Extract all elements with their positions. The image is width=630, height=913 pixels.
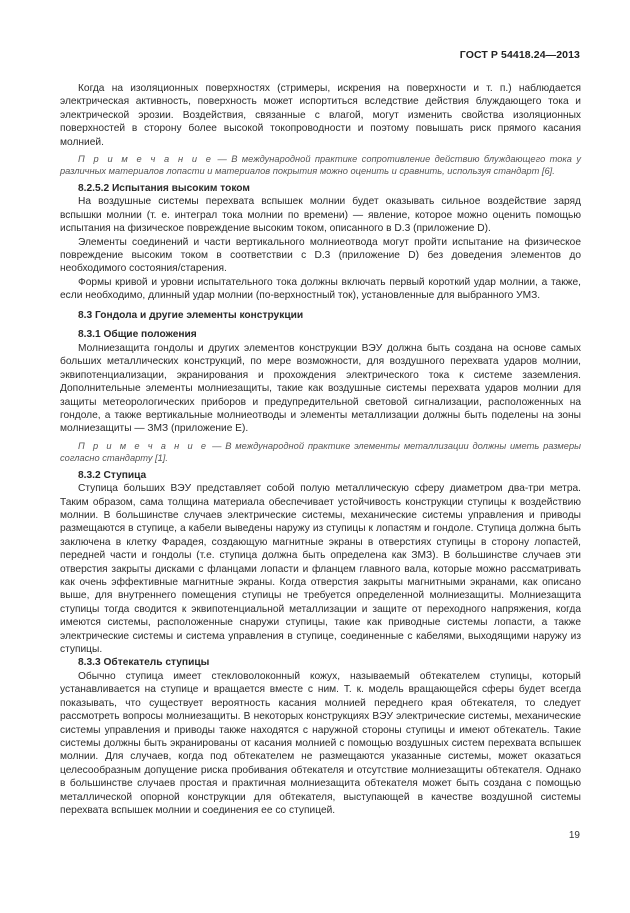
paragraph-high-current-charge: На воздушные системы перехвата вспышек молнии будет оказывать сильное воздействие заряд вспышки молнии (т. е. интеграл тока молнии по времени) — явление, которое можно оценить помощью испытания на физическое повреждение высоким током, описанного в D.3 (приложение D). xyxy=(60,196,581,235)
section-heading-8-3-3: 8.3.3 Обтекатель ступицы xyxy=(78,657,210,669)
paragraph-nacelle-protection: Молниезащита гондолы и других элементов конструкции ВЭУ должна быть создана на основе самых больших металлических конструкций, по мере возможности, для воздушного перехвата ударов молнии, эквипотенциализации, экранирования и прохождения электрического тока к системе заземления. Дополнительные элементы молниезащиты, такие как воздушные системы перехвата ударов молнии для защиты метеорологических приборов и предупредительной световой сигнализации, расположенных на гондоле, а также вертикальные молниеотводы и элементы металлизации должны быть поделены на зоны молниезащиты — ЗМЗ (приложение Е). xyxy=(60,342,581,435)
paragraph-surface-erosion: Когда на изоляционных поверхностях (стримеры, искрения на поверхности и т. п.) наблюдается электрическая активность, поверхность может испортиться вследствие действия блуждающего тока и электрической эрозии. Воздействия, связанные с влагой, могут изменить свойства изоляционных поверхностей в сторону более высокой токопроводности и поэтому повышать риск прямого касания молнией. xyxy=(60,83,581,148)
note-label: П р и м е ч а н и е xyxy=(78,154,214,165)
section-heading-8-2-5-2: 8.2.5.2 Испытания высоким током xyxy=(78,182,250,194)
note-stray-current xyxy=(60,153,581,178)
document-body xyxy=(60,82,581,817)
paragraph-spinner: Обычно ступица имеет стекловолоконный кожух, называемый обтекателем ступицы, который устанавливается на ступице и вращается вместе с ним. Т. к. модель вращающейся сферы будет всегда показывать, что существует вероятность касания молнией переднего края обтекателя, то следует рассмотреть вопросы молниезащиты. В некоторых конструкциях ВЭУ электрические системы, механические системы управления и приводы также находятся с наружной стороны ступицы и имеют обтекатель. Такие системы должны быть экранированы от касания молнией с помощью воздушных систем перехвата вспышек молнии. Для случаев, когда под обтекателем не размещаются указанные системы, может оказаться целесообразным допущение риска пробивания обтекателя и отсутствие молниезащиты обтекателя. Однако в большинстве случаев простая и практичная молниезащита обтекателя может быть создана с помощью металлической опорной конструкции для обтекателя, выступающей в качестве воздушной системы перехвата вспышек молнии и соединения ее со ступицей. xyxy=(60,671,581,817)
section-heading-8-3-1: 8.3.1 Общие положения xyxy=(78,329,197,341)
standard-code-header: ГОСТ Р 54418.24—2013 xyxy=(459,49,580,61)
paragraph-connection-elements: Элементы соединений и части вертикального молниеотвода могут пройти испытание на физическое повреждение высоким током в соответствии с D.3 (приложение D) без доведения элементов до необходимого состояния/старения. xyxy=(60,236,581,275)
page-number: 19 xyxy=(568,830,580,841)
section-heading-8-3: 8.3 Гондола и другие элементы конструкции xyxy=(78,309,304,321)
note-text: — В международной практике элементы металлизации должны иметь размеры согласно стандарту [1]. xyxy=(60,440,581,464)
note-text: — В международной практике сопротивление действию блуждающего тока у различных материалов лопасти и материалов покрытия можно оценить и сравнить, используя стандарт [6]. xyxy=(60,154,581,177)
note-metallization xyxy=(60,440,581,465)
section-heading-8-3-2: 8.3.2 Ступица xyxy=(78,469,147,481)
note-label: П р и м е ч а н и е xyxy=(78,440,209,451)
paragraph-test-current-forms: Формы кривой и уровни испытательного тока должны включать первый короткий удар молнии, а также, если необходимо, длинный удар молнии (по-верхностный ток), установленные для выбранного УМЗ. xyxy=(60,276,581,302)
paragraph-hub: Ступица больших ВЭУ представляет собой полую металлическую сферу диаметром два-три метра. Таким образом, сама толщина материала обеспечивает устойчивость конструкции ступицы к воздействию молнии. В большинстве случаев электрические системы, механические системы управления и приводы размещаются в ступице, а кабели выведены наружу из ступицы к лопастям и гондоле. Ступица должна быть заключена в клетку Фарадея, создающую магнитные экраны в отверстиях ступицы в сторону лопастей, передней части и гондолы (т.е. ступица должна быть определена как ЗМЗ). В большинстве случаев эти отверстия закрыты дисками с фланцами лопасти и фланцем главного вала, которые можно рассматривать как очень эффективные магнитные экраны. Когда отверстия закрыты магнитными экранами, как описано выше, для внутреннего помещения ступицы не требуется определенной молниезащиты. Молниезащита ступицы тогда сводится к эквипотенциальной металлизации и защите от переходного напряжения, когда имеются системы, расположенные снаружи ступицы, такие как приводные системы лопасти, а также электрические системы и система управления в ступице, соединенные с кабелями, выходящими наружу из ступицы. xyxy=(60,483,581,655)
